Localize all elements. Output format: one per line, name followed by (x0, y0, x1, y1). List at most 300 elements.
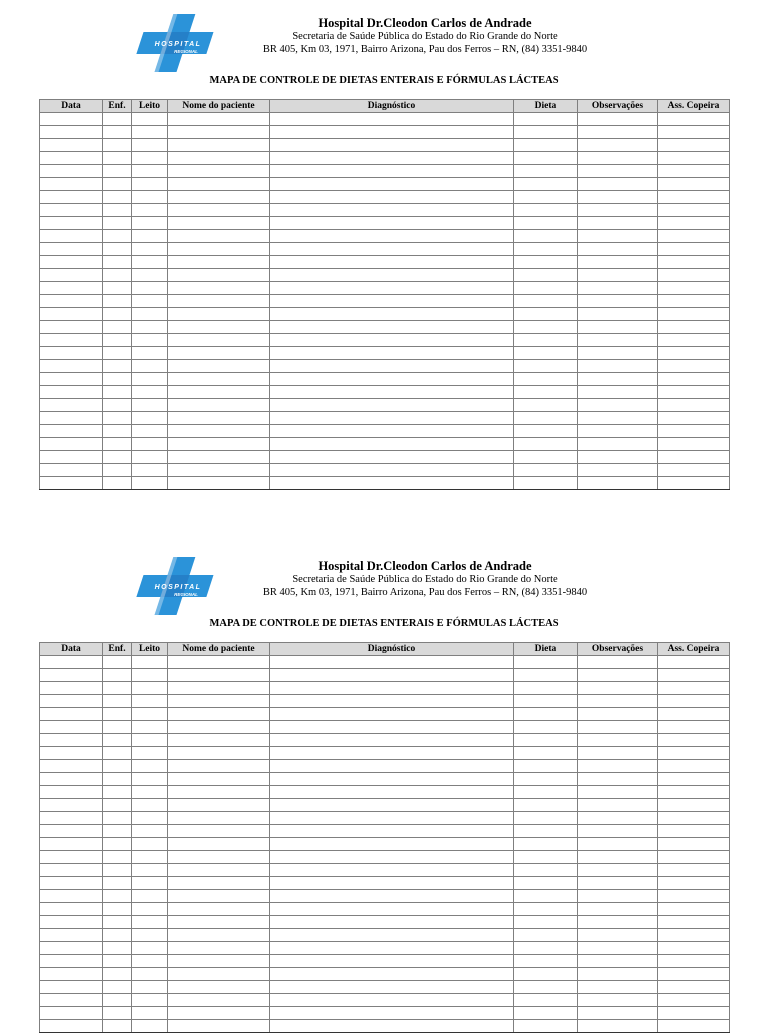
table-cell[interactable] (270, 669, 514, 682)
table-cell[interactable] (578, 295, 658, 308)
table-cell[interactable] (514, 695, 578, 708)
table-cell[interactable] (578, 747, 658, 760)
table-cell[interactable] (168, 786, 270, 799)
table-cell[interactable] (103, 747, 132, 760)
table-cell[interactable] (132, 656, 168, 669)
table-cell[interactable] (103, 152, 132, 165)
table-cell[interactable] (132, 399, 168, 412)
table-cell[interactable] (168, 152, 270, 165)
table-cell[interactable] (40, 269, 103, 282)
table-cell[interactable] (270, 760, 514, 773)
table-cell[interactable] (658, 347, 730, 360)
table-cell[interactable] (103, 165, 132, 178)
table-cell[interactable] (132, 230, 168, 243)
table-cell[interactable] (270, 656, 514, 669)
table-cell[interactable] (132, 669, 168, 682)
table-cell[interactable] (270, 773, 514, 786)
table-cell[interactable] (103, 734, 132, 747)
table-cell[interactable] (270, 994, 514, 1007)
table-cell[interactable] (658, 786, 730, 799)
table-cell[interactable] (658, 669, 730, 682)
table-cell[interactable] (578, 760, 658, 773)
table-cell[interactable] (103, 204, 132, 217)
table-cell[interactable] (578, 308, 658, 321)
table-cell[interactable] (132, 373, 168, 386)
table-cell[interactable] (40, 994, 103, 1007)
table-cell[interactable] (40, 139, 103, 152)
table-cell[interactable] (40, 1007, 103, 1020)
table-cell[interactable] (103, 968, 132, 981)
table-cell[interactable] (514, 734, 578, 747)
table-cell[interactable] (40, 929, 103, 942)
table-cell[interactable] (658, 812, 730, 825)
table-cell[interactable] (132, 929, 168, 942)
table-cell[interactable] (103, 903, 132, 916)
table-cell[interactable] (40, 113, 103, 126)
table-cell[interactable] (103, 812, 132, 825)
table-cell[interactable] (578, 864, 658, 877)
table-cell[interactable] (103, 269, 132, 282)
table-cell[interactable] (168, 256, 270, 269)
table-cell[interactable] (270, 360, 514, 373)
table-cell[interactable] (270, 425, 514, 438)
table-cell[interactable] (270, 464, 514, 477)
table-cell[interactable] (40, 321, 103, 334)
table-cell[interactable] (658, 695, 730, 708)
table-cell[interactable] (132, 334, 168, 347)
table-cell[interactable] (168, 477, 270, 490)
table-cell[interactable] (578, 243, 658, 256)
table-cell[interactable] (168, 682, 270, 695)
table-cell[interactable] (40, 773, 103, 786)
table-cell[interactable] (103, 695, 132, 708)
table-cell[interactable] (514, 669, 578, 682)
table-cell[interactable] (132, 386, 168, 399)
table-cell[interactable] (168, 721, 270, 734)
table-cell[interactable] (103, 217, 132, 230)
table-cell[interactable] (40, 968, 103, 981)
table-cell[interactable] (168, 334, 270, 347)
table-cell[interactable] (132, 812, 168, 825)
table-cell[interactable] (658, 217, 730, 230)
table-cell[interactable] (40, 256, 103, 269)
table-cell[interactable] (658, 373, 730, 386)
table-cell[interactable] (40, 412, 103, 425)
table-cell[interactable] (270, 981, 514, 994)
table-cell[interactable] (103, 256, 132, 269)
table-cell[interactable] (168, 669, 270, 682)
table-cell[interactable] (132, 786, 168, 799)
table-cell[interactable] (514, 152, 578, 165)
table-cell[interactable] (40, 955, 103, 968)
table-cell[interactable] (658, 256, 730, 269)
table-cell[interactable] (578, 165, 658, 178)
table-cell[interactable] (168, 360, 270, 373)
table-cell[interactable] (270, 321, 514, 334)
table-cell[interactable] (132, 799, 168, 812)
table-cell[interactable] (658, 412, 730, 425)
table-cell[interactable] (578, 903, 658, 916)
table-cell[interactable] (658, 682, 730, 695)
table-cell[interactable] (132, 994, 168, 1007)
table-cell[interactable] (514, 269, 578, 282)
table-cell[interactable] (514, 721, 578, 734)
table-cell[interactable] (658, 126, 730, 139)
table-cell[interactable] (168, 113, 270, 126)
table-cell[interactable] (514, 955, 578, 968)
table-cell[interactable] (578, 734, 658, 747)
table-cell[interactable] (103, 1020, 132, 1033)
table-cell[interactable] (270, 708, 514, 721)
table-cell[interactable] (658, 243, 730, 256)
table-cell[interactable] (658, 773, 730, 786)
table-cell[interactable] (103, 477, 132, 490)
table-cell[interactable] (514, 204, 578, 217)
table-cell[interactable] (103, 656, 132, 669)
table-cell[interactable] (132, 747, 168, 760)
table-cell[interactable] (40, 347, 103, 360)
table-cell[interactable] (168, 412, 270, 425)
table-cell[interactable] (578, 464, 658, 477)
table-cell[interactable] (658, 916, 730, 929)
table-cell[interactable] (168, 955, 270, 968)
table-cell[interactable] (103, 669, 132, 682)
table-cell[interactable] (658, 955, 730, 968)
table-cell[interactable] (270, 217, 514, 230)
table-cell[interactable] (103, 360, 132, 373)
table-cell[interactable] (168, 695, 270, 708)
table-cell[interactable] (103, 760, 132, 773)
table-cell[interactable] (514, 786, 578, 799)
table-cell[interactable] (103, 282, 132, 295)
table-cell[interactable] (514, 994, 578, 1007)
table-cell[interactable] (578, 656, 658, 669)
table-cell[interactable] (40, 386, 103, 399)
table-cell[interactable] (270, 243, 514, 256)
table-cell[interactable] (168, 1007, 270, 1020)
table-cell[interactable] (40, 217, 103, 230)
table-cell[interactable] (270, 864, 514, 877)
table-cell[interactable] (270, 877, 514, 890)
table-cell[interactable] (514, 386, 578, 399)
table-cell[interactable] (270, 269, 514, 282)
table-cell[interactable] (658, 360, 730, 373)
table-cell[interactable] (514, 877, 578, 890)
table-cell[interactable] (132, 308, 168, 321)
table-cell[interactable] (40, 682, 103, 695)
table-cell[interactable] (578, 890, 658, 903)
table-cell[interactable] (40, 152, 103, 165)
table-cell[interactable] (168, 968, 270, 981)
table-cell[interactable] (514, 191, 578, 204)
table-cell[interactable] (103, 438, 132, 451)
table-cell[interactable] (103, 451, 132, 464)
table-cell[interactable] (514, 217, 578, 230)
table-cell[interactable] (132, 851, 168, 864)
table-cell[interactable] (168, 734, 270, 747)
table-cell[interactable] (514, 178, 578, 191)
table-cell[interactable] (103, 347, 132, 360)
table-cell[interactable] (658, 477, 730, 490)
table-cell[interactable] (132, 191, 168, 204)
table-cell[interactable] (270, 929, 514, 942)
table-cell[interactable] (578, 230, 658, 243)
table-cell[interactable] (40, 981, 103, 994)
table-cell[interactable] (658, 204, 730, 217)
table-cell[interactable] (514, 812, 578, 825)
table-cell[interactable] (514, 903, 578, 916)
table-cell[interactable] (658, 760, 730, 773)
table-cell[interactable] (40, 230, 103, 243)
table-cell[interactable] (40, 360, 103, 373)
table-cell[interactable] (40, 903, 103, 916)
table-cell[interactable] (658, 191, 730, 204)
table-cell[interactable] (658, 295, 730, 308)
table-cell[interactable] (132, 864, 168, 877)
table-cell[interactable] (514, 851, 578, 864)
table-cell[interactable] (40, 126, 103, 139)
table-cell[interactable] (40, 669, 103, 682)
table-cell[interactable] (578, 851, 658, 864)
table-cell[interactable] (103, 334, 132, 347)
table-cell[interactable] (132, 942, 168, 955)
table-cell[interactable] (132, 734, 168, 747)
table-cell[interactable] (103, 308, 132, 321)
table-cell[interactable] (132, 152, 168, 165)
table-cell[interactable] (40, 916, 103, 929)
table-cell[interactable] (40, 877, 103, 890)
table-cell[interactable] (514, 760, 578, 773)
table-cell[interactable] (40, 890, 103, 903)
table-cell[interactable] (658, 451, 730, 464)
table-cell[interactable] (40, 760, 103, 773)
table-cell[interactable] (658, 139, 730, 152)
table-cell[interactable] (103, 916, 132, 929)
table-cell[interactable] (578, 721, 658, 734)
table-cell[interactable] (168, 321, 270, 334)
table-cell[interactable] (40, 282, 103, 295)
table-cell[interactable] (168, 308, 270, 321)
table-cell[interactable] (40, 399, 103, 412)
table-cell[interactable] (132, 464, 168, 477)
table-cell[interactable] (514, 282, 578, 295)
table-cell[interactable] (132, 438, 168, 451)
table-cell[interactable] (168, 799, 270, 812)
table-cell[interactable] (658, 386, 730, 399)
table-cell[interactable] (658, 968, 730, 981)
table-cell[interactable] (578, 269, 658, 282)
table-cell[interactable] (103, 425, 132, 438)
table-cell[interactable] (514, 139, 578, 152)
table-cell[interactable] (578, 373, 658, 386)
table-cell[interactable] (270, 695, 514, 708)
table-cell[interactable] (514, 347, 578, 360)
table-cell[interactable] (132, 825, 168, 838)
table-cell[interactable] (40, 851, 103, 864)
table-cell[interactable] (132, 760, 168, 773)
table-cell[interactable] (658, 165, 730, 178)
table-cell[interactable] (103, 178, 132, 191)
table-cell[interactable] (168, 230, 270, 243)
table-cell[interactable] (578, 838, 658, 851)
table-cell[interactable] (578, 425, 658, 438)
table-cell[interactable] (514, 825, 578, 838)
table-cell[interactable] (168, 708, 270, 721)
table-cell[interactable] (514, 412, 578, 425)
table-cell[interactable] (270, 139, 514, 152)
table-cell[interactable] (168, 903, 270, 916)
table-cell[interactable] (103, 113, 132, 126)
table-cell[interactable] (658, 282, 730, 295)
table-cell[interactable] (103, 955, 132, 968)
table-cell[interactable] (578, 994, 658, 1007)
table-cell[interactable] (578, 695, 658, 708)
table-cell[interactable] (270, 295, 514, 308)
table-cell[interactable] (578, 321, 658, 334)
table-cell[interactable] (514, 799, 578, 812)
table-cell[interactable] (578, 438, 658, 451)
table-cell[interactable] (103, 1007, 132, 1020)
table-cell[interactable] (132, 204, 168, 217)
table-cell[interactable] (578, 113, 658, 126)
table-cell[interactable] (658, 438, 730, 451)
table-cell[interactable] (132, 282, 168, 295)
table-cell[interactable] (40, 942, 103, 955)
table-cell[interactable] (168, 399, 270, 412)
table-cell[interactable] (578, 451, 658, 464)
table-cell[interactable] (132, 243, 168, 256)
table-cell[interactable] (40, 165, 103, 178)
table-cell[interactable] (103, 682, 132, 695)
table-cell[interactable] (270, 786, 514, 799)
table-cell[interactable] (578, 334, 658, 347)
table-cell[interactable] (658, 178, 730, 191)
table-cell[interactable] (270, 812, 514, 825)
table-cell[interactable] (514, 864, 578, 877)
table-cell[interactable] (132, 682, 168, 695)
table-cell[interactable] (514, 708, 578, 721)
table-cell[interactable] (270, 178, 514, 191)
table-cell[interactable] (270, 334, 514, 347)
table-cell[interactable] (270, 916, 514, 929)
table-cell[interactable] (103, 929, 132, 942)
table-cell[interactable] (270, 451, 514, 464)
table-cell[interactable] (103, 799, 132, 812)
table-cell[interactable] (578, 178, 658, 191)
table-cell[interactable] (103, 864, 132, 877)
table-cell[interactable] (40, 204, 103, 217)
table-cell[interactable] (40, 786, 103, 799)
table-cell[interactable] (168, 825, 270, 838)
table-cell[interactable] (578, 981, 658, 994)
table-cell[interactable] (168, 1020, 270, 1033)
table-cell[interactable] (578, 955, 658, 968)
table-cell[interactable] (132, 877, 168, 890)
table-cell[interactable] (270, 942, 514, 955)
table-cell[interactable] (103, 243, 132, 256)
table-cell[interactable] (658, 113, 730, 126)
table-cell[interactable] (103, 321, 132, 334)
table-cell[interactable] (658, 799, 730, 812)
table-cell[interactable] (132, 708, 168, 721)
table-cell[interactable] (578, 942, 658, 955)
table-cell[interactable] (168, 386, 270, 399)
table-cell[interactable] (132, 360, 168, 373)
table-cell[interactable] (132, 412, 168, 425)
table-cell[interactable] (658, 269, 730, 282)
table-cell[interactable] (514, 1020, 578, 1033)
table-cell[interactable] (578, 217, 658, 230)
table-cell[interactable] (40, 477, 103, 490)
table-cell[interactable] (40, 191, 103, 204)
table-cell[interactable] (658, 152, 730, 165)
table-cell[interactable] (132, 321, 168, 334)
table-cell[interactable] (270, 373, 514, 386)
table-cell[interactable] (40, 734, 103, 747)
table-cell[interactable] (270, 838, 514, 851)
table-cell[interactable] (168, 217, 270, 230)
table-cell[interactable] (270, 1020, 514, 1033)
table-cell[interactable] (578, 929, 658, 942)
table-cell[interactable] (270, 734, 514, 747)
table-cell[interactable] (658, 825, 730, 838)
table-cell[interactable] (168, 656, 270, 669)
table-cell[interactable] (578, 916, 658, 929)
table-cell[interactable] (270, 386, 514, 399)
table-cell[interactable] (270, 721, 514, 734)
table-cell[interactable] (132, 269, 168, 282)
table-cell[interactable] (132, 451, 168, 464)
table-cell[interactable] (103, 464, 132, 477)
table-cell[interactable] (168, 204, 270, 217)
table-cell[interactable] (168, 877, 270, 890)
table-cell[interactable] (103, 386, 132, 399)
table-cell[interactable] (270, 230, 514, 243)
table-cell[interactable] (658, 851, 730, 864)
table-cell[interactable] (40, 464, 103, 477)
table-cell[interactable] (658, 656, 730, 669)
table-cell[interactable] (132, 916, 168, 929)
table-cell[interactable] (132, 165, 168, 178)
table-cell[interactable] (168, 178, 270, 191)
table-cell[interactable] (132, 256, 168, 269)
table-cell[interactable] (103, 373, 132, 386)
table-cell[interactable] (514, 308, 578, 321)
table-cell[interactable] (578, 825, 658, 838)
table-cell[interactable] (514, 942, 578, 955)
table-cell[interactable] (270, 165, 514, 178)
table-cell[interactable] (514, 438, 578, 451)
table-cell[interactable] (132, 721, 168, 734)
table-cell[interactable] (270, 204, 514, 217)
table-cell[interactable] (40, 747, 103, 760)
table-cell[interactable] (658, 903, 730, 916)
table-cell[interactable] (132, 425, 168, 438)
table-cell[interactable] (658, 890, 730, 903)
table-cell[interactable] (514, 747, 578, 760)
table-cell[interactable] (270, 968, 514, 981)
table-cell[interactable] (270, 851, 514, 864)
table-cell[interactable] (658, 994, 730, 1007)
table-cell[interactable] (658, 747, 730, 760)
table-cell[interactable] (168, 890, 270, 903)
table-cell[interactable] (578, 877, 658, 890)
table-cell[interactable] (40, 656, 103, 669)
table-cell[interactable] (578, 360, 658, 373)
table-cell[interactable] (514, 425, 578, 438)
table-cell[interactable] (168, 981, 270, 994)
table-cell[interactable] (132, 968, 168, 981)
